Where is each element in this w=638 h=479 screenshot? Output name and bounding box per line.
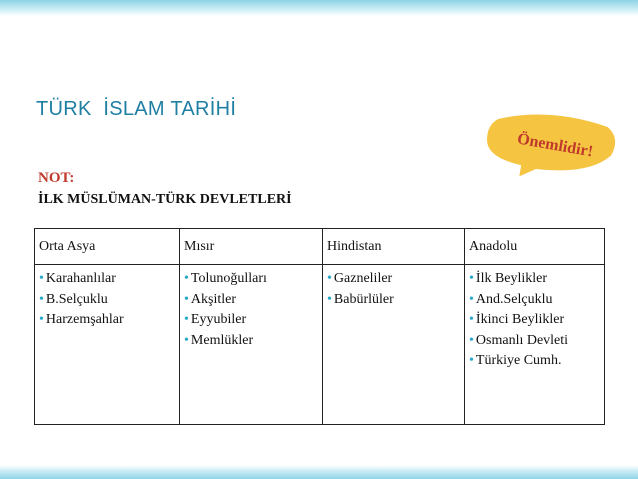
list-item-text: Eyyubiler — [190, 312, 247, 327]
bullet-icon: • — [39, 312, 44, 327]
header-misir: Mısır — [180, 229, 323, 265]
bottom-decorative-band — [0, 465, 638, 479]
list-item-text: İkinci Beylikler — [475, 312, 565, 327]
list-item — [469, 351, 600, 372]
cell-anadolu — [465, 265, 605, 425]
list-item — [327, 269, 460, 290]
states-table — [34, 228, 605, 425]
bullet-icon: • — [184, 312, 189, 327]
bullet-icon: • — [184, 271, 189, 286]
bullet-list — [39, 269, 175, 331]
bullet-icon: • — [469, 332, 474, 348]
list-item-text: Tolunoğulları — [190, 271, 267, 286]
bullet-icon: • — [327, 271, 332, 286]
table-row — [35, 265, 605, 425]
top-decorative-band — [0, 0, 638, 16]
header-hindistan: Hindistan — [323, 229, 465, 265]
list-item-text: Memlükler — [190, 332, 254, 348]
bullet-icon: • — [469, 353, 474, 368]
bullet-icon: • — [184, 291, 189, 307]
note-label: NOT: — [38, 170, 75, 186]
slide-title: TÜRK İSLAM TARİHİ — [36, 98, 237, 120]
list-item — [39, 290, 175, 311]
bullet-list — [184, 269, 318, 351]
bullet-icon: • — [184, 332, 189, 348]
list-item-text: Gazneliler — [333, 271, 393, 286]
callout-bubble — [480, 112, 620, 178]
list-item — [327, 290, 460, 311]
list-item — [469, 290, 600, 311]
list-item-text: Karahanlılar — [45, 271, 116, 286]
list-item — [184, 290, 318, 311]
section-heading: İLK MÜSLÜMAN-TÜRK DEVLETLERİ — [38, 192, 292, 207]
list-item — [184, 331, 318, 352]
list-item — [184, 310, 318, 331]
bullet-list — [327, 269, 460, 310]
list-item-text: İlk Beylikler — [475, 271, 548, 286]
list-item-text: Harzemşahlar — [45, 312, 124, 327]
cell-hindistan — [323, 265, 465, 425]
list-item-text: And.Selçuklu — [475, 291, 553, 307]
bullet-icon: • — [39, 291, 44, 307]
header-anadolu: Anadolu — [465, 229, 605, 265]
bullet-icon: • — [39, 271, 44, 286]
list-item — [469, 269, 600, 290]
list-item — [469, 331, 600, 352]
cell-misir — [180, 265, 323, 425]
header-orta-asya: Orta Asya — [35, 229, 180, 265]
bullet-icon: • — [469, 312, 474, 327]
list-item — [39, 310, 175, 331]
bullet-list — [469, 269, 600, 372]
cell-orta-asya — [35, 265, 180, 425]
list-item-text: B.Selçuklu — [45, 291, 108, 307]
list-item-text: Akşitler — [190, 291, 237, 307]
bullet-icon: • — [327, 291, 332, 307]
bullet-icon: • — [469, 291, 474, 307]
callout-text: Önemlidir! — [515, 130, 595, 161]
list-item-text: Babürlüler — [333, 291, 394, 307]
table-header-row — [35, 229, 605, 265]
list-item — [184, 269, 318, 290]
list-item — [39, 269, 175, 290]
list-item-text: Türkiye Cumh. — [475, 353, 562, 368]
list-item — [469, 310, 600, 331]
bullet-icon: • — [469, 271, 474, 286]
list-item-text: Osmanlı Devleti — [475, 332, 569, 348]
